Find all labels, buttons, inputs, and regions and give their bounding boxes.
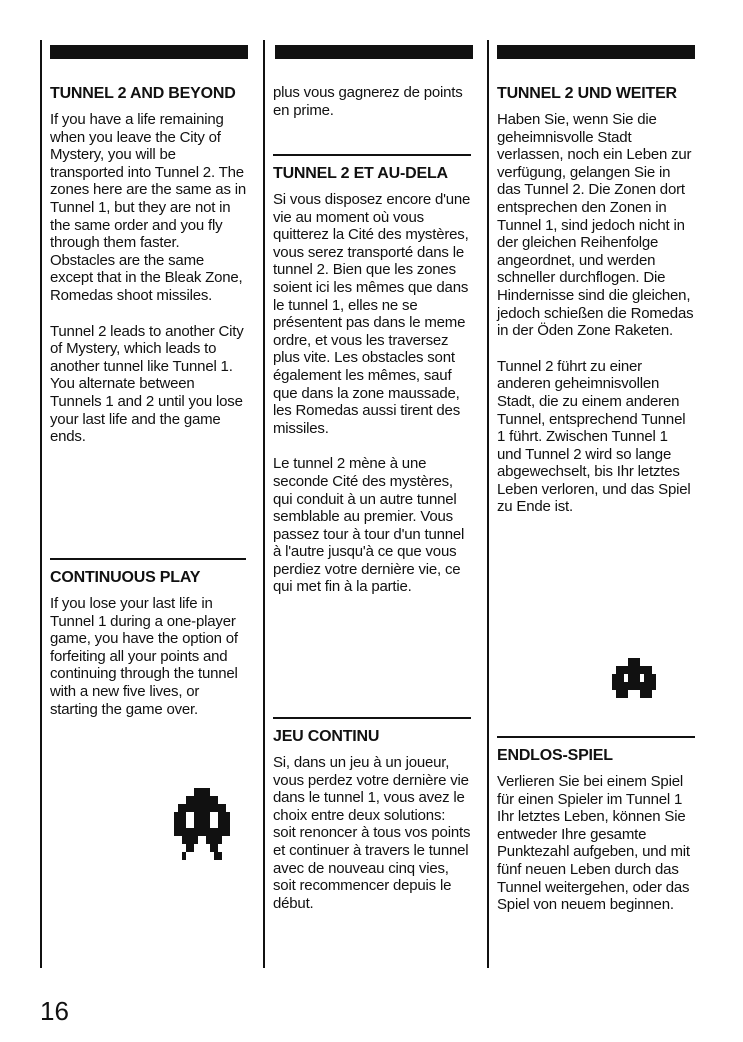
- paragraph-de-2: Tunnel 2 führt zu einer anderen geheimnisvollen Stadt, die zu einem anderen Tunnel, entsprechend Tunnel 1 führt. Zwischen Tunnel 1 und Tunnel 2 wird so lange abgewechselt, bis Ihr letztes Leben verloren, und das Spiel zu Ende ist.: [497, 357, 691, 516]
- heading-endlos-spiel: ENDLOS-SPIEL: [497, 747, 613, 764]
- section-tunnel-2-und-weiter: [497, 84, 695, 516]
- paragraph-en-2: Tunnel 2 leads to another City of Mystery, which leads to another tunnel like Tunnel 1. You alternate between Tunnels 1 and 2 until you lose your last life and the game ends.: [50, 322, 244, 446]
- section-rule: [273, 717, 471, 719]
- paragraph-de-1: Haben Sie, wenn Sie die geheimnisvolle Stadt verlassen, noch ein Leben zur verfügung, gelangen Sie in das Tunnel 2. Die Zonen dort entsprechen den Zonen in Tunnel 1, sind jedoch nicht in der gleichen Reihenfolge angeordnet, und werden schneller durchflogen. Die Hindernisse sind die gleichen, jedoch schießen die Romedas in der Öden Zone Raketen.: [497, 111, 694, 340]
- romeda-icon: [612, 658, 656, 698]
- heading-tunnel-2-und-weiter: TUNNEL 2 UND WEITER: [497, 85, 677, 102]
- page-number: 16: [40, 996, 69, 1026]
- section-endlos-spiel: [497, 736, 695, 914]
- paragraph-fr-1: Si vous disposez encore d'une vie au moment où vous quitterez la Cité des mystères, vous serez transporté dans le tunnel 2. Bien que les zones soient ici les mêmes que dans le tunnel 1, elles ne se présentent pas dans le meme ordre, et vous les traversez plus vite. Les obstacles sont également les mêmes, sauf que dans la zone maussade, les Romedas aussi tirent des missiles.: [273, 191, 471, 437]
- paragraph-en-1: If you have a life remaining when you leave the City of Mystery, you will be transported into Tunnel 2. The zones here are the same as in Tunnel 1, but they are not in the same order and you fly through them faster. Obstacles are the same except that in the Bleak Zone, Romedas shoot missiles.: [50, 111, 246, 304]
- paragraph-fr-2: Le tunnel 2 mène à une seconde Cité des mystères, qui conduit à un autre tunnel semblable au premier. Vous passez tour à tour d'un tunnel à l'autre jusqu'à ce que vous perdiez votre dernière vie, ce qui met fin à la partie.: [273, 455, 465, 596]
- column-german: [487, 40, 699, 970]
- heading-jeu-continu: JEU CONTINU: [273, 728, 380, 745]
- section-fr-continued: [273, 84, 471, 119]
- paragraph-de-3: Verlieren Sie bei einem Spiel für einen Spieler im Tunnel 1 Ihr letztes Leben, können Sie entweder Ihre gesamte Punktezahl aufgeben, und mit fünf neuen Leben durch das Tunnel weitergehen, oder das Spiel von neuem beginnen.: [497, 773, 690, 914]
- section-rule: [273, 154, 471, 156]
- section-rule: [50, 558, 246, 560]
- paragraph-fr-0: plus vous gagnerez de points en prime.: [273, 84, 463, 119]
- section-rule: [497, 736, 695, 738]
- column-french: [263, 40, 475, 970]
- section-tunnel-2-et-au-dela: [273, 154, 471, 596]
- heading-tunnel-2-et-au-dela: TUNNEL 2 ET AU-DELA: [273, 165, 448, 182]
- section-tunnel-2-and-beyond: [50, 84, 246, 446]
- section-jeu-continu: [273, 717, 471, 912]
- invader-icon: [174, 788, 230, 860]
- paragraph-fr-3: Si, dans un jeu à un joueur, vous perdez votre dernière vie dans le tunnel 1, vous avez le choix entre deux solutions: soit renoncer à tous vos points et continuer à travers le tunnel avec de nouveau cinq vies, soit recommencer depuis le début.: [273, 754, 471, 912]
- heading-continuous-play: CONTINUOUS PLAY: [50, 569, 201, 586]
- section-continuous-play: [50, 558, 246, 718]
- heading-tunnel-2-and-beyond: TUNNEL 2 AND BEYOND: [50, 85, 236, 102]
- paragraph-en-3: If you lose your last life in Tunnel 1 during a one-player game, you have the option of forfeiting all your points and continuing through the tunnel with a new five lives, or starting the game over.: [50, 595, 238, 718]
